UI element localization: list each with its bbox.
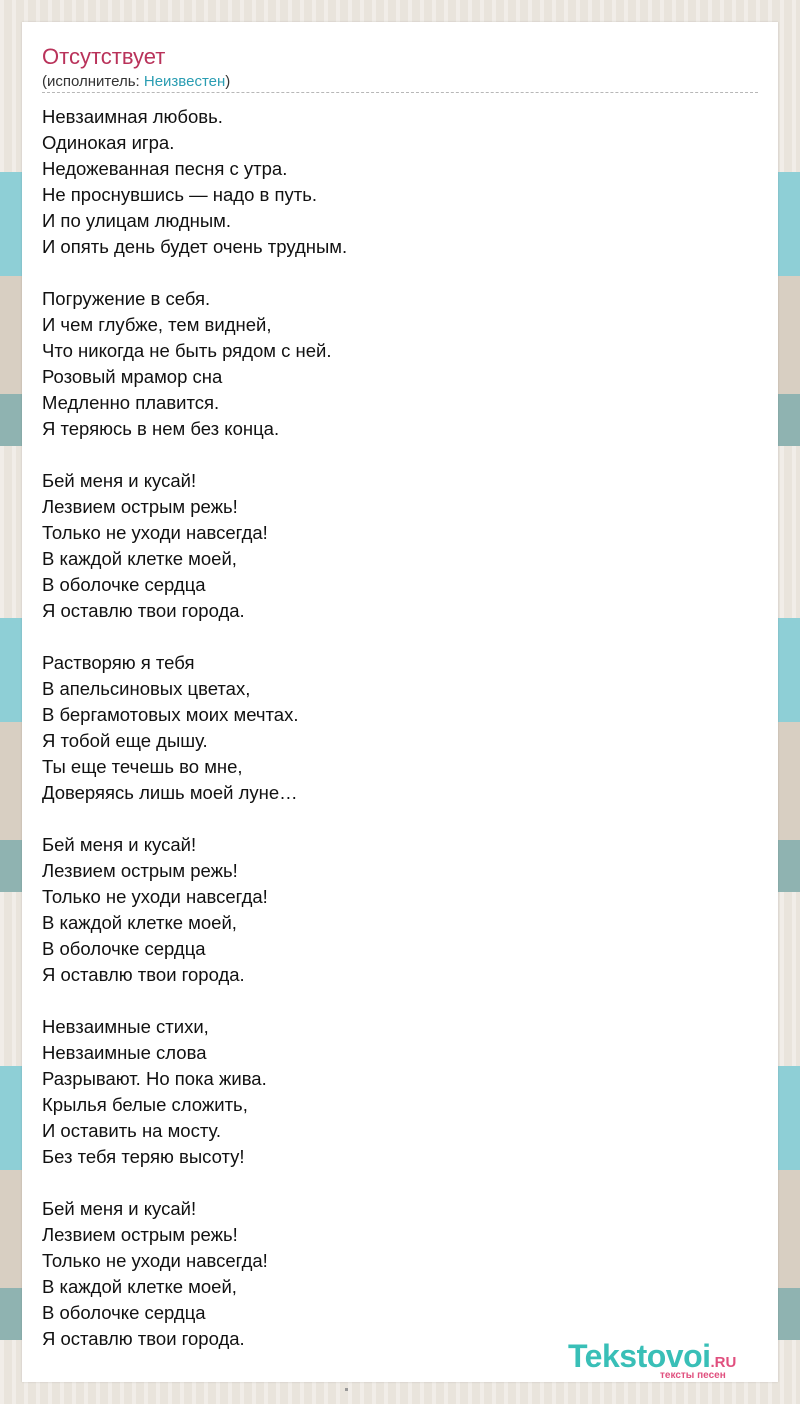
lyric-line: Только не уходи навсегда! [42, 1250, 268, 1271]
stanza-gap [42, 1170, 758, 1196]
lyric-line: Доверяясь лишь моей луне… [42, 782, 298, 803]
lyric-line: В каждой клетке моей, [42, 912, 237, 933]
logo-tagline: тексты песен [660, 1370, 726, 1381]
lyric-line: Бей меня и кусай! [42, 470, 197, 491]
lyrics-body [42, 104, 758, 1352]
lyric-line: Розовый мрамор сна [42, 366, 223, 387]
lyric-line: Бей меня и кусай! [42, 834, 197, 855]
lyric-line: Разрывают. Но пока жива. [42, 1068, 267, 1089]
performer-suffix: ) [225, 73, 231, 90]
lyric-line: И опять день будет очень трудным. [42, 236, 348, 257]
lyric-line: Я оставлю твои города. [42, 1328, 245, 1349]
performer-line [42, 73, 230, 91]
lyric-line: Не проснувшись — надо в путь. [42, 184, 317, 205]
lyric-line: Бей меня и кусай! [42, 1198, 197, 1219]
lyric-line: Ты еще течешь во мне, [42, 756, 243, 777]
lyric-line: В бергамотовых моих мечтах. [42, 704, 299, 725]
lyric-line: В апельсиновых цветах, [42, 678, 251, 699]
lyric-line: Я оставлю твои города. [42, 964, 245, 985]
logo-name: Tekstovoi [568, 1338, 711, 1374]
lyric-line: В каждой клетке моей, [42, 1276, 237, 1297]
lyric-line: Лезвием острым режь! [42, 496, 238, 517]
lyric-line: Я тобой еще дышу. [42, 730, 208, 751]
title-divider [42, 92, 758, 93]
stanza-gap [42, 624, 758, 650]
lyric-line: И по улицам людным. [42, 210, 232, 231]
lyric-line: Крылья белые сложить, [42, 1094, 248, 1115]
stanza-gap [42, 988, 758, 1014]
lyric-line: Невзаимные стихи, [42, 1016, 209, 1037]
lyric-line: Что никогда не быть рядом с ней. [42, 340, 332, 361]
stanza-gap [42, 260, 758, 286]
stanza-gap [42, 442, 758, 468]
lyric-line: Я оставлю твои города. [42, 600, 245, 621]
lyric-line: Только не уходи навсегда! [42, 886, 268, 907]
lyric-line: Недожеванная песня с утра. [42, 158, 288, 179]
lyric-line: Я теряюсь в нем без конца. [42, 418, 280, 439]
page-marker [345, 1388, 348, 1391]
lyric-line: Растворяю я тебя [42, 652, 195, 673]
lyric-line: Только не уходи навсегда! [42, 522, 268, 543]
lyric-line: Невзаимные слова [42, 1042, 207, 1063]
lyric-line: Лезвием острым режь! [42, 1224, 238, 1245]
lyric-line: Лезвием острым режь! [42, 860, 238, 881]
lyric-line: В каждой клетке моей, [42, 548, 237, 569]
lyric-line: Невзаимная любовь. [42, 106, 223, 127]
performer-link[interactable]: Неизвестен [143, 73, 226, 90]
song-title: Отсутствует [42, 44, 166, 69]
lyrics-card [22, 22, 778, 1382]
lyric-line: И чем глубже, тем видней, [42, 314, 272, 335]
lyric-line: Без тебя теряю высоту! [42, 1146, 245, 1167]
lyric-line: В оболочке сердца [42, 1302, 206, 1323]
lyric-line: В оболочке сердца [42, 938, 206, 959]
lyric-line: В оболочке сердца [42, 574, 206, 595]
stanza-gap [42, 806, 758, 832]
site-logo[interactable] [568, 1338, 778, 1381]
lyric-line: Погружение в себя. [42, 288, 211, 309]
performer-prefix: (исполнитель: [42, 73, 144, 90]
lyric-line: Медленно плавится. [42, 392, 220, 413]
lyric-line: Одинокая игра. [42, 132, 175, 153]
lyric-line: И оставить на мосту. [42, 1120, 222, 1141]
logo-domain: .RU [710, 1354, 737, 1371]
